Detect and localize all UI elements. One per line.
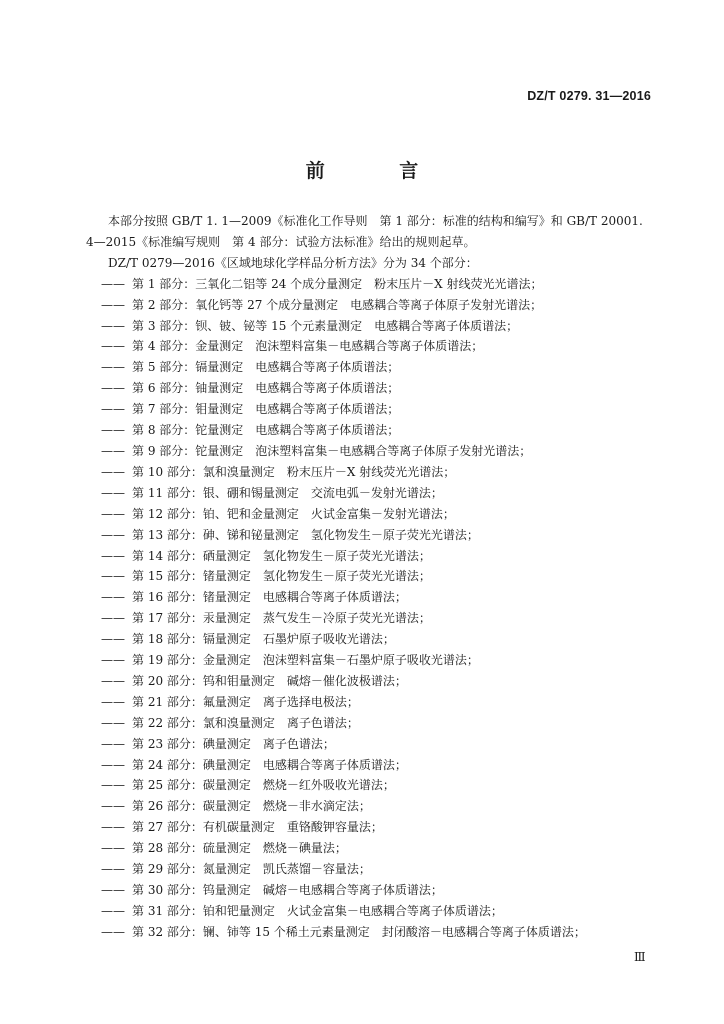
part-list-item bbox=[86, 420, 646, 441]
em-dash-marker: —— bbox=[101, 506, 125, 521]
part-label: 第 9 部分：铊量测定 bbox=[132, 443, 244, 458]
part-list-item bbox=[86, 274, 646, 295]
standard-code: DZ/T 0279. 31—2016 bbox=[527, 89, 651, 103]
part-label: 第 19 部分：金量测定 bbox=[132, 653, 251, 668]
part-label: 第 3 部分：钡、铍、铋等 15 个元素量测定 bbox=[132, 318, 363, 333]
em-dash-marker: —— bbox=[101, 548, 125, 563]
part-label: 第 15 部分：锗量测定 bbox=[132, 569, 251, 584]
part-method: 石墨炉原子吸收光谱法； bbox=[262, 632, 395, 647]
foreword-body bbox=[86, 211, 646, 943]
intro-paragraph-parts-count: DZ/T 0279—2016《区域地球化学样品分析方法》分为 34 个部分： bbox=[108, 255, 478, 270]
part-list-item bbox=[86, 316, 646, 337]
em-dash-marker: —— bbox=[101, 443, 125, 458]
part-method: 电感耦合等离子体质谱法； bbox=[374, 318, 519, 333]
part-method: 火试金富集－发射光谱法； bbox=[310, 506, 455, 521]
em-dash-marker: —— bbox=[101, 799, 125, 814]
part-method: 氢化物发生－原子荧光光谱法； bbox=[262, 569, 431, 584]
em-dash-marker: —— bbox=[101, 883, 125, 897]
em-dash-marker: —— bbox=[101, 464, 125, 479]
em-dash-marker: —— bbox=[101, 736, 125, 751]
part-label: 第 25 部分：碳量测定 bbox=[132, 778, 251, 793]
part-method: 泡沫塑料富集－电感耦合等离子体质谱法； bbox=[255, 339, 484, 354]
em-dash-marker: —— bbox=[101, 611, 125, 626]
em-dash-marker: —— bbox=[101, 485, 125, 500]
part-method: 燃烧－红外吸收光谱法； bbox=[262, 778, 395, 793]
part-list-item bbox=[86, 336, 646, 357]
em-dash-marker: —— bbox=[101, 318, 125, 333]
em-dash-marker: —— bbox=[101, 360, 125, 375]
part-label: 第 17 部分：汞量测定 bbox=[132, 611, 251, 626]
em-dash-marker: —— bbox=[101, 297, 125, 312]
part-list-item bbox=[86, 880, 646, 901]
part-label: 第 32 部分：镧、铈等 15 个稀土元素量测定 bbox=[132, 924, 370, 939]
part-list-item bbox=[86, 399, 646, 420]
em-dash-marker: —— bbox=[101, 339, 125, 354]
part-list-item bbox=[86, 901, 646, 922]
part-list-item bbox=[86, 796, 646, 817]
em-dash-marker: —— bbox=[101, 862, 125, 877]
part-label: 第 13 部分：砷、锑和铋量测定 bbox=[132, 527, 299, 542]
em-dash-marker: —— bbox=[101, 820, 125, 835]
part-list-item bbox=[86, 462, 646, 483]
part-list-item bbox=[86, 587, 646, 608]
part-label: 第 20 部分：钨和钼量测定 bbox=[132, 673, 275, 688]
part-method: 燃烧－非水滴定法； bbox=[262, 799, 371, 814]
part-list-item bbox=[86, 650, 646, 671]
part-label: 第 28 部分：硫量测定 bbox=[132, 841, 251, 856]
part-label: 第 2 部分：氧化钙等 27 个成分量测定 bbox=[132, 297, 339, 312]
part-list-item bbox=[86, 755, 646, 776]
em-dash-marker: —— bbox=[101, 673, 125, 688]
part-label: 第 30 部分：钨量测定 bbox=[132, 883, 251, 897]
em-dash-marker: —— bbox=[101, 569, 125, 584]
part-method: 泡沫塑料富集－石墨炉原子吸收光谱法； bbox=[262, 653, 479, 668]
em-dash-marker: —— bbox=[101, 423, 125, 438]
part-list-item bbox=[86, 922, 646, 943]
part-list-item bbox=[86, 525, 646, 546]
part-method: 蒸气发生－冷原子荧光光谱法； bbox=[262, 611, 431, 626]
part-list-item bbox=[86, 692, 646, 713]
part-list-item bbox=[86, 378, 646, 399]
part-method: 交流电弧－发射光谱法； bbox=[310, 485, 443, 500]
part-label: 第 5 部分：镉量测定 bbox=[132, 360, 244, 375]
part-method: 粉末压片－X 射线荧光光谱法； bbox=[286, 464, 456, 479]
part-method: 电感耦合等离子体原子发射光谱法； bbox=[350, 297, 543, 312]
page-number: Ⅲ bbox=[634, 950, 646, 964]
part-method: 粉末压片－X 射线荧光光谱法； bbox=[374, 276, 543, 291]
part-method: 电感耦合等离子体质谱法； bbox=[262, 757, 407, 772]
part-label: 第 29 部分：氮量测定 bbox=[132, 862, 251, 877]
parts-list bbox=[86, 274, 646, 943]
em-dash-marker: —— bbox=[101, 402, 125, 417]
part-list-item bbox=[86, 608, 646, 629]
part-label: 第 26 部分：碳量测定 bbox=[132, 799, 251, 814]
part-method: 燃烧－碘量法； bbox=[262, 841, 347, 856]
intro-paragraph-drafting-rules: 本部分按照 GB/T 1. 1—2009《标准化工作导则 第 1 部分：标准的结构和编写》和 GB/T 20001. 4—2015《标准编写规则 第 4 部分：试验方法标准》给出的规则起草。 bbox=[86, 214, 643, 249]
part-label: 第 10 部分：氯和溴量测定 bbox=[132, 464, 275, 479]
part-list-item bbox=[86, 671, 646, 692]
part-method: 氢化物发生－原子荧光光谱法； bbox=[262, 548, 431, 563]
part-list-item bbox=[86, 817, 646, 838]
part-method: 电感耦合等离子体质谱法； bbox=[255, 360, 400, 375]
part-list-item bbox=[86, 734, 646, 755]
part-label: 第 6 部分：铀量测定 bbox=[132, 381, 244, 396]
em-dash-marker: —— bbox=[101, 632, 125, 647]
em-dash-marker: —— bbox=[101, 381, 125, 396]
part-method: 碱熔－催化波极谱法； bbox=[286, 673, 407, 688]
part-method: 泡沫塑料富集－电感耦合等离子体原子发射光谱法； bbox=[255, 443, 532, 458]
part-list-item bbox=[86, 566, 646, 587]
page-title: 前 言 bbox=[305, 160, 453, 182]
part-method: 电感耦合等离子体质谱法； bbox=[262, 590, 407, 605]
part-label: 第 27 部分：有机碳量测定 bbox=[132, 820, 275, 835]
part-list-item bbox=[86, 713, 646, 734]
part-list-item bbox=[86, 441, 646, 462]
part-label: 第 11 部分：银、硼和锡量测定 bbox=[132, 485, 299, 500]
part-list-item bbox=[86, 838, 646, 859]
part-method: 电感耦合等离子体质谱法； bbox=[255, 423, 400, 438]
part-label: 第 24 部分：碘量测定 bbox=[132, 757, 251, 772]
part-method: 重铬酸钾容量法； bbox=[286, 820, 383, 835]
part-label: 第 12 部分：铂、钯和金量测定 bbox=[132, 506, 299, 521]
part-method: 氢化物发生－原子荧光光谱法； bbox=[310, 527, 479, 542]
part-label: 第 23 部分：碘量测定 bbox=[132, 736, 251, 751]
em-dash-marker: —— bbox=[101, 757, 125, 772]
part-list-item bbox=[86, 629, 646, 650]
part-label: 第 1 部分：三氧化二铝等 24 个成分量测定 bbox=[132, 276, 363, 291]
part-method: 离子选择电极法； bbox=[262, 694, 359, 709]
part-method: 电感耦合等离子体质谱法； bbox=[255, 402, 400, 417]
part-list-item bbox=[86, 295, 646, 316]
part-label: 第 31 部分：铂和钯量测定 bbox=[132, 903, 275, 918]
part-label: 第 16 部分：锗量测定 bbox=[132, 590, 251, 605]
part-label: 第 4 部分：金量测定 bbox=[132, 339, 244, 354]
em-dash-marker: —— bbox=[101, 903, 125, 918]
part-label: 第 18 部分：镉量测定 bbox=[132, 632, 251, 647]
part-method: 碱熔－电感耦合等离子体质谱法； bbox=[262, 883, 443, 897]
part-list-item bbox=[86, 859, 646, 880]
part-list-item bbox=[86, 357, 646, 378]
em-dash-marker: —— bbox=[101, 715, 125, 730]
part-method: 凯氏蒸馏－容量法； bbox=[262, 862, 371, 877]
part-label: 第 14 部分：硒量测定 bbox=[132, 548, 251, 563]
em-dash-marker: —— bbox=[101, 653, 125, 668]
em-dash-marker: —— bbox=[101, 276, 125, 291]
part-list-item bbox=[86, 483, 646, 504]
part-label: 第 8 部分：铊量测定 bbox=[132, 423, 244, 438]
part-label: 第 21 部分：氟量测定 bbox=[132, 694, 251, 709]
part-list-item bbox=[86, 504, 646, 525]
em-dash-marker: —— bbox=[101, 924, 125, 939]
em-dash-marker: —— bbox=[101, 778, 125, 793]
part-method: 电感耦合等离子体质谱法； bbox=[255, 381, 400, 396]
part-method: 离子色谱法； bbox=[262, 736, 335, 751]
part-label: 第 7 部分：钼量测定 bbox=[132, 402, 244, 417]
part-label: 第 22 部分：氯和溴量测定 bbox=[132, 715, 275, 730]
part-method: 火试金富集－电感耦合等离子体质谱法； bbox=[286, 903, 503, 918]
part-method: 封闭酸溶－电感耦合等离子体质谱法； bbox=[381, 924, 586, 939]
em-dash-marker: —— bbox=[101, 527, 125, 542]
em-dash-marker: —— bbox=[101, 694, 125, 709]
em-dash-marker: —— bbox=[101, 590, 125, 605]
part-list-item bbox=[86, 775, 646, 796]
part-method: 离子色谱法； bbox=[286, 715, 359, 730]
part-list-item bbox=[86, 546, 646, 567]
em-dash-marker: —— bbox=[101, 841, 125, 856]
